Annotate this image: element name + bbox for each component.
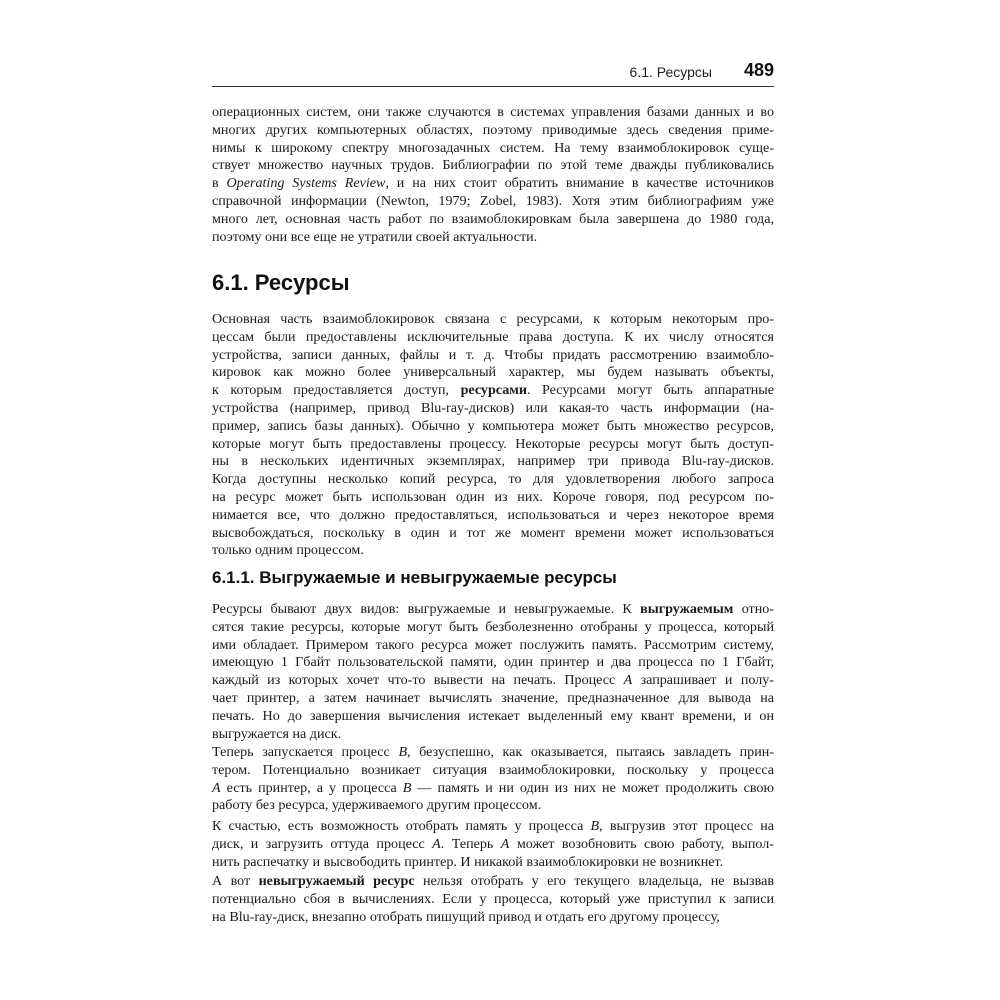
text-line: диск, и загрузить оттуда процесс A. Теперь A может возобновить свою работу, выпол- bbox=[212, 835, 774, 852]
text-line: Когда доступны несколько копий ресурса, то для удовлетворения любого запроса bbox=[212, 471, 774, 488]
text-line: ствует множество научных трудов. Библиографии по этой теме дважды публиковались bbox=[212, 157, 774, 174]
section-paragraph bbox=[212, 311, 774, 560]
bold-term: ресурсами bbox=[460, 382, 527, 399]
text-line: справочной информации (Newton, 1979; Zobel, 1983). Хотя этим библиографиям уже bbox=[212, 192, 774, 209]
text-line: устройства (например, привод Blu-ray-дисков) или какая-то часть информации (на- bbox=[212, 399, 774, 416]
running-head-section: 6.1. Ресурсы bbox=[629, 64, 712, 80]
subsection-paragraph-4 bbox=[212, 873, 774, 926]
text-line: только одним процессом. bbox=[212, 542, 364, 559]
text-line: ны в нескольких идентичных экземплярах, например три привода Blu-ray-дисков. bbox=[212, 453, 774, 470]
text-line: устройства, записи данных, файлы и т. д. Чтобы придать рассмотрению взаимобло- bbox=[212, 346, 774, 363]
page-number: 489 bbox=[743, 60, 774, 80]
text-line: на ресурс может быть использован один из них. Короче говоря, под ресурсом по- bbox=[212, 488, 774, 505]
text-line: Ресурсы бывают двух видов: выгружаемые и невыгружаемые. К выгружаемым отно- bbox=[212, 601, 774, 617]
text-line: высвобождаться, поскольку в один и тот же момент времени может использоваться bbox=[212, 524, 774, 541]
text-line: К счастью, есть возможность отобрать память у процесса B, выгрузив этот процесс на bbox=[212, 818, 774, 834]
text-line: много лет, основная часть работ по взаимоблокировкам была завершена до 1980 года, bbox=[212, 210, 774, 227]
text-line: к которым предоставляется доступ, ресурсами. Ресурсами могут быть аппаратные bbox=[212, 382, 774, 399]
subsection-paragraph-3 bbox=[212, 818, 774, 871]
text-line: которые могут быть предоставлены процессу. Некоторые ресурсы могут быть доступ- bbox=[212, 435, 774, 452]
text-line: многих других компьютерных областях, поэтому приводимые здесь сведения приме- bbox=[212, 121, 774, 138]
text-line: печать. Но до завершения вычисления истекает выделенный ему квант времени, и он bbox=[212, 707, 774, 724]
text-line: в Operating Systems Review, и на них стоит обратить внимание в качестве источников bbox=[212, 175, 774, 192]
text-line: нить распечатку и высвободить принтер. И никакой взаимоблокировки не возникнет. bbox=[212, 853, 724, 870]
text-line: чает принтер, а затем начинает вычислять значение, предназначенное для вывода на bbox=[212, 689, 774, 706]
text-line: А вот невыгружаемый ресурс нельзя отобрать у его текущего владельца, не вызвав bbox=[212, 873, 774, 889]
bold-term: выгружаемым bbox=[640, 601, 734, 617]
text-line: потенциально сбоя в вычислениях. Если у процесса, который уже приступил к записи bbox=[212, 890, 774, 907]
text-line: цессам были предоставлены исключительные права доступа. К их числу относятся bbox=[212, 328, 774, 345]
text-line: нимы к широкому спектру многозадачных систем. На тему взаимоблокировок суще- bbox=[212, 139, 774, 156]
running-head bbox=[212, 58, 774, 87]
italic-title: Operating Systems Review bbox=[226, 175, 386, 192]
subsection-paragraph-2 bbox=[212, 744, 774, 815]
text-line: поэтому они все еще не утратили своей актуальности. bbox=[212, 228, 538, 245]
text-line: кировок как можно более универсальный характер, мы будем называть объекты, bbox=[212, 364, 774, 381]
intro-paragraph bbox=[212, 104, 774, 246]
text-line: A есть принтер, а у процесса B — память и ни один из них не может продолжить свою bbox=[212, 779, 774, 796]
text-line: каждый из которых хочет что-то вывести на печать. Процесс A запрашивает и полу- bbox=[212, 672, 774, 689]
subsection-paragraph-1 bbox=[212, 601, 774, 743]
text-line: Основная часть взаимоблокировок связана с ресурсами, к которым некоторым про- bbox=[212, 311, 774, 327]
text-line: операционных систем, они также случаются в системах управления базами данных и во bbox=[212, 104, 774, 120]
text-line: сятся такие ресурсы, которые могут быть безболезненно отобраны у процесса, который bbox=[212, 618, 774, 635]
text-line: нимается все, что должно предоставляться, использоваться и через некоторое время bbox=[212, 506, 774, 523]
text-line: тером. Потенциально возникает ситуация взаимоблокировки, поскольку у процесса bbox=[212, 761, 774, 778]
subsection-title: 6.1.1. Выгружаемые и невыгружаемые ресурсы bbox=[212, 568, 617, 587]
text-line: выгружается на диск. bbox=[212, 725, 342, 742]
text-line: ими обладает. Примером такого ресурса может послужить память. Рассмотрим систему, bbox=[212, 636, 774, 653]
text-line: имеющую 1 Гбайт пользовательской памяти, один принтер и два процесса по 1 Гбайт, bbox=[212, 654, 774, 671]
section-title: 6.1. Ресурсы bbox=[212, 270, 350, 295]
text-line: пример, запись базы данных). Обычно у компьютера может быть множество ресурсов, bbox=[212, 417, 774, 434]
text-line: Теперь запускается процесс B, безуспешно, как оказывается, пытаясь завладеть прин- bbox=[212, 744, 774, 760]
text-line: работу без ресурса, удерживаемого другим процессом. bbox=[212, 797, 542, 814]
text-line: на Blu-ray-диск, внезапно отобрать пишущий привод и отдать его другому процессу, bbox=[212, 908, 720, 925]
bold-term: невыгружаемый ресурс bbox=[258, 873, 415, 889]
